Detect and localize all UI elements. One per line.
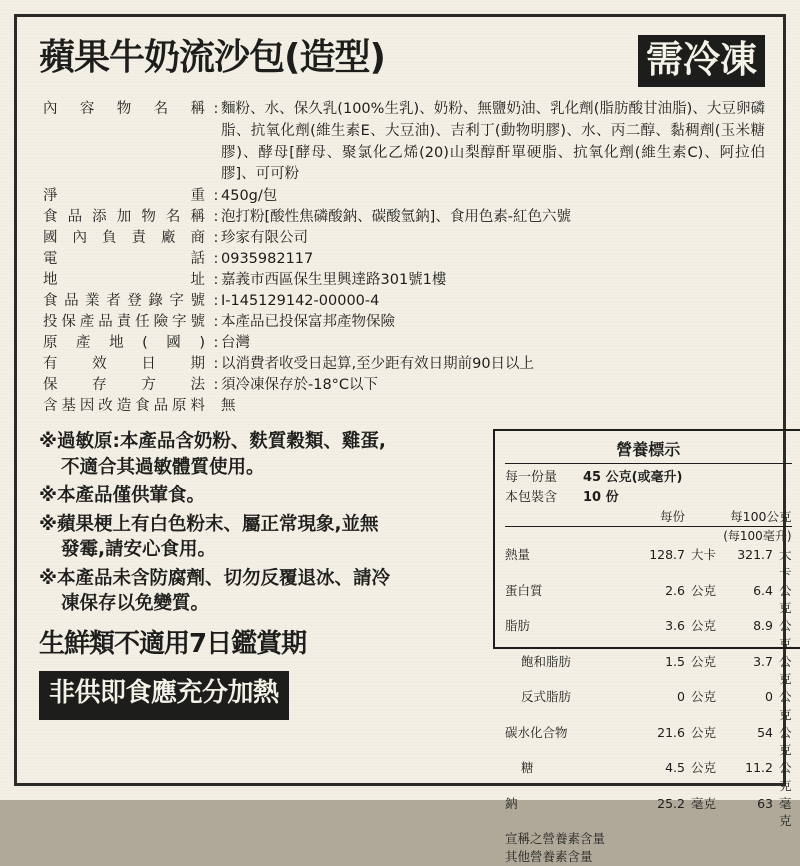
spec-key: 投保產品責任險字號 (43, 314, 205, 331)
lower-section (35, 429, 792, 864)
nutrient-name: 鈉 (505, 795, 518, 811)
spec-key: 有效日期 (43, 356, 205, 373)
col-item-header (505, 507, 601, 525)
spec-value: 本產品已投保富邦產物保險 (221, 314, 395, 331)
list-item (39, 429, 479, 480)
nutrition-footer-2: 其他營養素含量 (505, 848, 593, 864)
nutrition-title: 營養標示 (505, 437, 792, 464)
spec-key: 食品添加物名稱 (43, 209, 205, 226)
nutrient-name: 碳水化合物 (505, 724, 568, 740)
nutrition-column-headers (505, 507, 792, 527)
serving-size-label: 每一份量 (505, 470, 558, 486)
table-row (43, 333, 765, 354)
nutrient-per-100: 8.9 (753, 618, 773, 634)
table-row (43, 207, 765, 228)
table-row (43, 312, 765, 333)
spec-value: 須冷凍保存於-18°C以下 (221, 377, 379, 394)
nutrient-per-serving: 3.6 (665, 618, 685, 634)
table-row (505, 759, 792, 795)
nutrient-per-100: 3.7 (753, 653, 773, 669)
spec-table (43, 99, 765, 417)
table-row (43, 354, 765, 375)
table-row (505, 724, 792, 760)
spec-colon: : (213, 251, 219, 268)
nutrient-name: 糖 (521, 760, 534, 776)
nutrition-footer-1: 宣稱之營養素含量 (505, 831, 606, 847)
servings-per-pack-value: 10 份 (583, 489, 619, 505)
nutrient-per-serving-unit: 大卡 (691, 547, 717, 563)
spec-colon: : (213, 377, 219, 394)
spec-key: 淨重 (43, 188, 205, 204)
spec-colon: : (213, 230, 219, 247)
list-item (39, 566, 479, 617)
note-line-2: 發霉,請安心食用。 (61, 539, 217, 561)
nutrient-name: 熱量 (505, 547, 531, 563)
notes-list (39, 429, 479, 719)
table-row (505, 617, 792, 653)
nutrient-per-serving: 21.6 (657, 724, 685, 740)
note-line-2: 不適合其過敏體質使用。 (61, 456, 265, 478)
nutrient-per-100-unit: 公克 (779, 760, 792, 793)
table-row (43, 249, 765, 270)
col-per-100-header: 每100公克 (730, 509, 792, 525)
nutrient-per-100: 0 (765, 689, 773, 705)
nutrient-per-100-unit: 大卡 (779, 547, 792, 580)
title-row (39, 39, 765, 87)
nutrient-name: 飽和脂肪 (521, 653, 572, 669)
table-row (43, 291, 765, 312)
label-border-frame (14, 14, 792, 864)
servings-per-pack-label: 本包裝含 (505, 489, 558, 505)
table-row (43, 99, 765, 186)
nutrient-name: 脂肪 (505, 618, 531, 634)
serving-size-value: 45 公克(或毫升) (583, 470, 683, 486)
nutrient-per-100-unit: 公克 (779, 689, 792, 722)
note-line-2: 凍保存以免變質。 (61, 593, 210, 615)
table-row (43, 375, 765, 396)
highlight-text: 生鮮類不適用7日鑑賞期 (39, 628, 307, 659)
nutrient-per-serving: 1.5 (665, 653, 685, 669)
spec-value: 無 (221, 398, 236, 415)
spec-value: 台灣 (221, 335, 250, 352)
nutrient-per-serving: 128.7 (649, 547, 685, 563)
table-row (43, 228, 765, 249)
spec-key: 食品業者登錄字號 (43, 293, 205, 310)
table-row (505, 582, 792, 618)
nutrient-per-serving: 25.2 (657, 795, 685, 811)
col-per-serving-header: 每份 (659, 509, 685, 525)
serving-size-row (505, 468, 792, 488)
spec-value: I-145129142-00000-4 (221, 293, 380, 310)
nutrient-per-100-unit: 公克 (779, 582, 792, 616)
spec-colon (211, 396, 221, 417)
spec-colon: : (213, 314, 219, 331)
nutrient-per-serving-unit: 公克 (691, 724, 717, 740)
nutrient-per-serving-unit: 毫克 (691, 795, 717, 811)
note-line-1: ※過敏原:本產品含奶粉、麩質穀類、雞蛋, (39, 431, 386, 453)
nutrient-name: 蛋白質 (505, 582, 543, 598)
nutrient-per-100-unit: 毫克 (779, 795, 792, 829)
highlight-boxed-text: 非供即食應充分加熱 (39, 671, 289, 720)
per-100-subtext: (每100毫升) (723, 529, 792, 544)
spec-value: 珍家有限公司 (221, 230, 308, 247)
list-item (39, 483, 479, 509)
spec-key: 電話 (43, 251, 205, 268)
nutrient-per-serving-unit: 公克 (691, 618, 717, 634)
spec-value: 以消費者收受日起算,至少距有效日期前90日以上 (221, 356, 535, 373)
table-row (43, 270, 765, 291)
nutrient-per-100: 321.7 (737, 547, 773, 563)
page-title: 蘋果牛奶流沙包(造型) (39, 37, 385, 78)
spec-colon: : (213, 356, 219, 373)
nutrient-name: 反式脂肪 (521, 689, 572, 705)
nutrient-per-serving-unit: 公克 (691, 653, 717, 669)
nutrient-per-serving-unit: 公克 (691, 689, 717, 705)
nutrient-per-100: 63 (757, 795, 773, 811)
nutrient-per-100-unit: 公克 (779, 618, 792, 651)
note-line-1: ※本產品僅供葷食。 (39, 485, 205, 507)
nutrition-panel (493, 429, 800, 864)
table-row (505, 653, 792, 689)
nutrient-per-serving-unit: 公克 (691, 760, 717, 776)
spec-value: 450g/包 (221, 188, 278, 204)
nutrient-per-serving-unit: 公克 (691, 582, 717, 598)
table-row (505, 688, 792, 724)
spec-value: 嘉義市西區保生里興達路301號1樓 (221, 272, 447, 289)
nutrient-per-100: 54 (757, 724, 773, 740)
nutrient-per-100-unit: 公克 (779, 653, 792, 687)
spec-key: 含基因改造食品原料 (43, 398, 205, 415)
spec-value: 0935982117 (221, 251, 314, 268)
spec-value: 泡打粉[酸性焦磷酸鈉、碳酸氫鈉]、食用色素-紅色六號 (221, 209, 572, 226)
spec-colon: : (213, 188, 219, 204)
spec-colon: : (213, 272, 219, 289)
nutrient-per-serving: 4.5 (665, 760, 685, 776)
table-row (43, 186, 765, 207)
table-row (505, 546, 792, 582)
table-row (43, 396, 765, 417)
spec-key: 地址 (43, 272, 205, 289)
list-item (39, 512, 479, 563)
spec-colon: : (213, 101, 219, 117)
spec-key: 內容物名稱 (43, 101, 205, 117)
status-badge-frozen: 需冷凍 (638, 35, 765, 87)
nutrient-per-100: 6.4 (753, 582, 773, 598)
nutrient-per-100: 11.2 (745, 760, 773, 776)
spec-key: 原產地(國) (43, 335, 205, 352)
spec-colon: : (213, 335, 219, 352)
spec-value: 麵粉、水、保久乳(100%生乳)、奶粉、無鹽奶油、乳化劑(脂肪酸甘油脂)、大豆卵磷脂、抗氧化劑(維生素E、大豆油)、吉利丁(動物明膠)、水、丙二醇、黏稠劑(玉米糖膠)、酵母[酵母、聚氯化乙烯(20)山梨醇酐單硬脂、抗氧化劑(維生素C)、阿拉伯膠]、可可粉 (221, 101, 765, 183)
spec-key: 國內負責廠商 (43, 230, 205, 247)
spec-colon: : (213, 293, 219, 310)
spec-colon: : (213, 209, 219, 226)
note-line-1: ※本產品未含防腐劑、切勿反覆退冰、請冷 (39, 567, 390, 589)
nutrient-per-serving: 0 (677, 689, 685, 705)
nutrient-per-100-unit: 公克 (779, 724, 792, 758)
spec-key: 保存方法 (43, 377, 205, 394)
note-line-1: ※蘋果梗上有白色粉末、屬正常現象,並無 (39, 513, 379, 535)
nutrient-per-serving: 2.6 (665, 582, 685, 598)
servings-per-pack-row (505, 488, 792, 508)
